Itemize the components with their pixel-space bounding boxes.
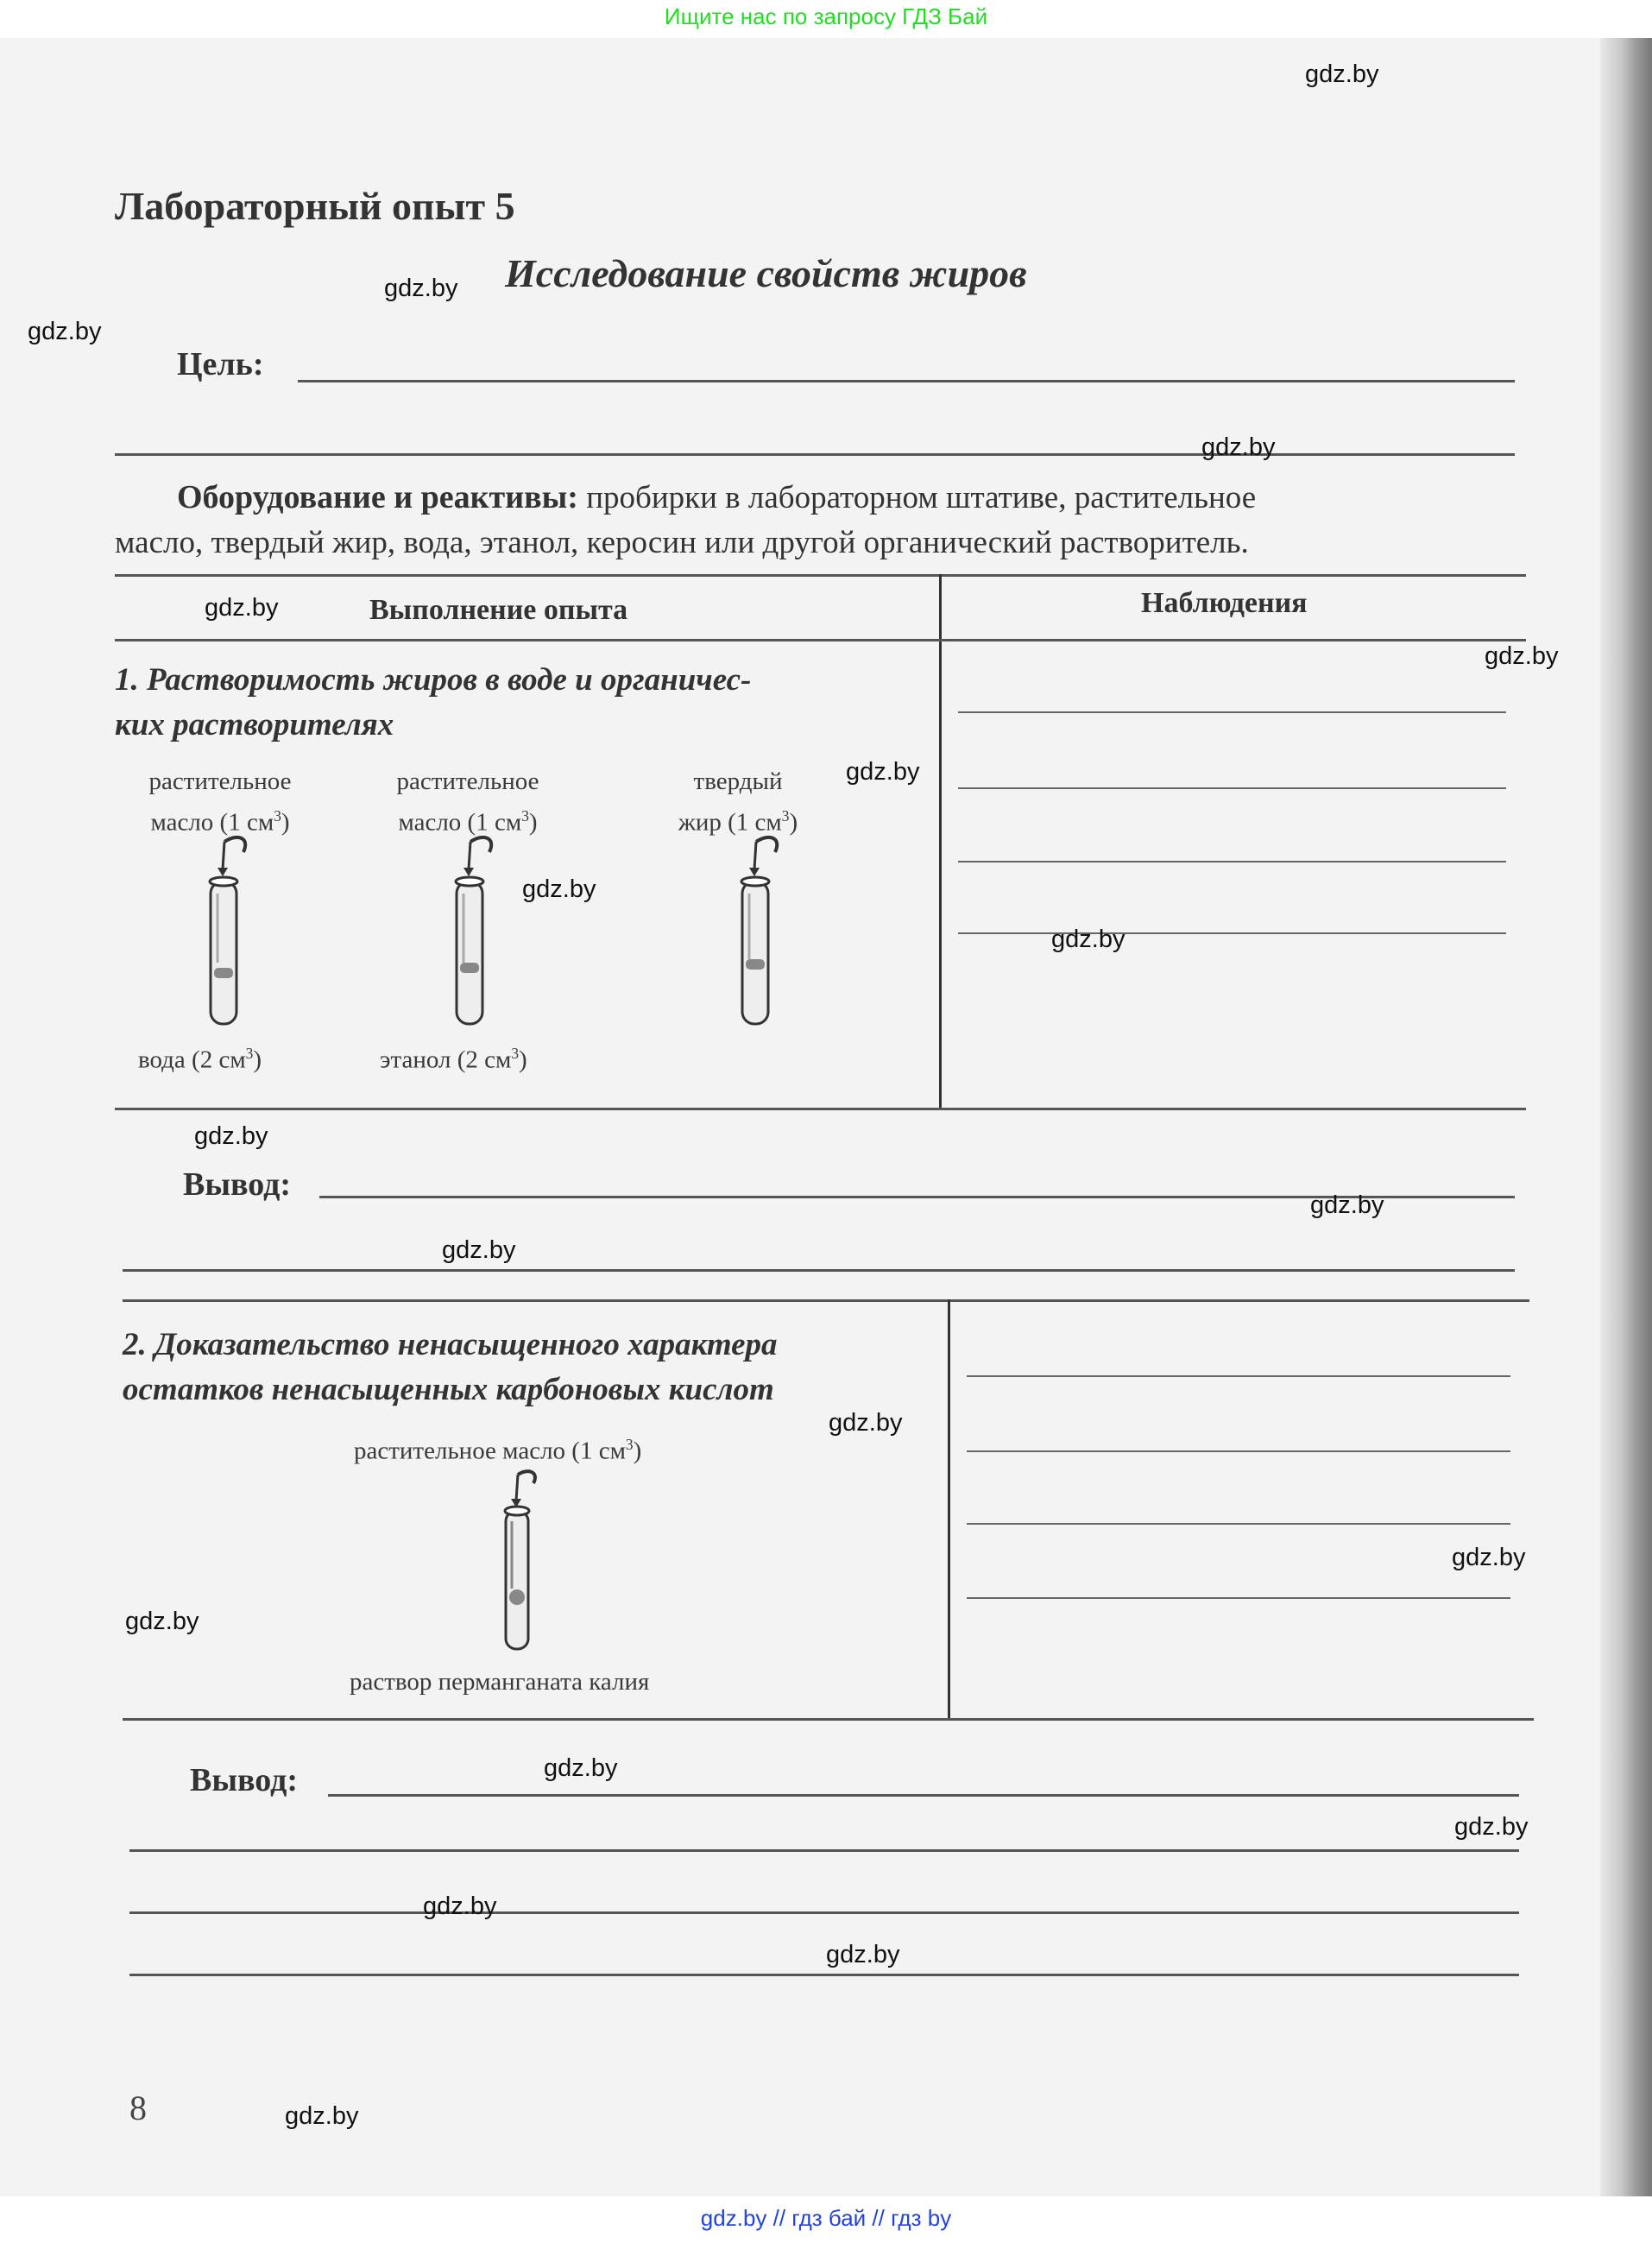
bottom-banner-links[interactable]: gdz.by // гдз бай // гдз by: [700, 2205, 952, 2231]
paren: ): [519, 1046, 527, 1074]
superscript: 3: [625, 1436, 634, 1453]
page-number: 8: [129, 2088, 147, 2127]
equipment-text-1: пробирки в лабораторном штативе, растительное: [586, 480, 1257, 515]
exp2-tube-top-label: [354, 1427, 641, 1469]
paren: ): [281, 808, 290, 837]
watermark: gdz.by: [544, 1754, 618, 1782]
tube3-top-label-line1: твердый: [693, 768, 783, 795]
tube1-bottom-label: [138, 1036, 262, 1077]
conclusion1-label: Вывод:: [183, 1166, 292, 1203]
table-divider-2: [948, 1299, 950, 1718]
test-tube-icon: [492, 1468, 561, 1658]
watermark: gdz.by: [205, 594, 279, 622]
observation-line[interactable]: [958, 787, 1506, 789]
tube2-top-label-line2: масло (1 см: [398, 808, 522, 837]
exp2-tube-bottom-label: раствор перманганата калия: [350, 1668, 650, 1696]
table2-bottom-rule: [123, 1718, 1534, 1721]
bottom-banner: [0, 2196, 1652, 2243]
observation-line[interactable]: [967, 1450, 1510, 1452]
watermark: gdz.by: [522, 875, 596, 903]
tube2-top-label: [373, 764, 563, 840]
tube1-bottom-text: вода (2 см: [138, 1046, 246, 1074]
experiment1-title-line2: ких растворителях: [115, 707, 394, 742]
observation-line[interactable]: [967, 1597, 1510, 1599]
superscript: 3: [245, 1045, 254, 1062]
watermark: gdz.by: [194, 1122, 268, 1150]
watermark: gdz.by: [1051, 926, 1126, 953]
book-spine-shadow: [1600, 38, 1652, 2196]
watermark: gdz.by: [826, 1941, 900, 1968]
watermark: gdz.by: [285, 2102, 359, 2130]
conclusion2-label: Вывод:: [190, 1762, 299, 1798]
table-divider-1: [939, 574, 942, 1108]
observation-line[interactable]: [958, 861, 1506, 862]
table-bottom-rule-1: [115, 1108, 1526, 1110]
watermark: gdz.by: [384, 275, 458, 302]
column-procedure: Выполнение опыта: [369, 594, 628, 626]
tube2-bottom-label: [380, 1036, 527, 1077]
test-tube-icon: [722, 833, 799, 1040]
table2-top-rule: [123, 1299, 1529, 1302]
superscript: 3: [781, 807, 790, 825]
goal-answer-line-1[interactable]: [298, 380, 1515, 382]
exp2-tube-top-text: растительное масло (1 см: [354, 1437, 626, 1465]
watermark: gdz.by: [1454, 1813, 1529, 1841]
superscript: 3: [521, 807, 529, 825]
experiment1-title-line1: 1. Растворимость жиров в воде и органичес-: [115, 662, 752, 698]
top-banner-text: Ищите нас по запросу ГДЗ Бай: [664, 3, 988, 29]
observation-line[interactable]: [967, 1523, 1510, 1525]
watermark: gdz.by: [1452, 1544, 1526, 1571]
tube1-top-label: [125, 764, 315, 840]
paren: ): [528, 808, 538, 837]
equipment-label: Оборудование и реактивы:: [177, 479, 578, 515]
topic-title: Исследование свойств жиров: [505, 251, 1027, 295]
conclusion2-line-3[interactable]: [129, 1911, 1519, 1914]
paren: ): [633, 1437, 642, 1465]
observation-line[interactable]: [967, 1375, 1510, 1377]
observation-line[interactable]: [958, 711, 1506, 713]
watermark: gdz.by: [1305, 60, 1379, 88]
goal-answer-line-2[interactable]: [115, 453, 1515, 456]
tube3-top-label: [660, 764, 816, 840]
tube2-top-label-line1: растительное: [396, 768, 539, 795]
superscript: 3: [511, 1045, 520, 1062]
conclusion1-line-2[interactable]: [123, 1269, 1515, 1272]
tube1-top-label-line2: масло (1 см: [150, 808, 274, 837]
watermark: gdz.by: [1201, 433, 1276, 461]
watermark: gdz.by: [125, 1608, 199, 1635]
table-header-rule: [115, 639, 1526, 641]
conclusion2-line-1[interactable]: [328, 1794, 1519, 1797]
equipment-text-2: масло, твердый жир, вода, этанол, керосин или другой органический растворитель.: [115, 525, 1249, 560]
experiment2-title-line1: 2. Доказательство ненасыщенного характера: [123, 1327, 778, 1362]
equipment-paragraph: [115, 475, 1530, 565]
test-tube-icon: [190, 833, 268, 1040]
test-tube-icon: [436, 833, 514, 1040]
tube2-bottom-text: этанол (2 см: [380, 1046, 512, 1074]
top-banner: [0, 0, 1652, 38]
tube3-top-label-line2: жир (1 см: [678, 808, 782, 837]
watermark: gdz.by: [1485, 642, 1559, 670]
tube1-top-label-line1: растительное: [148, 768, 292, 795]
conclusion2-line-2[interactable]: [129, 1849, 1519, 1852]
lab-title: Лабораторный опыт 5: [115, 184, 515, 228]
column-observations: Наблюдения: [1141, 587, 1308, 619]
paren: ): [253, 1046, 262, 1074]
paren: ): [789, 808, 798, 837]
observation-line[interactable]: [958, 932, 1506, 934]
goal-label: Цель:: [177, 346, 264, 382]
watermark: gdz.by: [423, 1892, 497, 1920]
watermark: gdz.by: [28, 318, 102, 345]
watermark: gdz.by: [442, 1236, 516, 1264]
experiment2-title: [123, 1323, 778, 1412]
experiment1-title: [115, 658, 751, 748]
watermark: gdz.by: [846, 758, 920, 786]
watermark: gdz.by: [829, 1409, 903, 1437]
superscript: 3: [274, 807, 281, 825]
table-top-rule: [115, 574, 1526, 577]
experiment2-title-line2: остатков ненасыщенных карбоновых кислот: [123, 1372, 774, 1407]
conclusion2-line-4[interactable]: [129, 1974, 1519, 1976]
watermark: gdz.by: [1310, 1191, 1384, 1219]
